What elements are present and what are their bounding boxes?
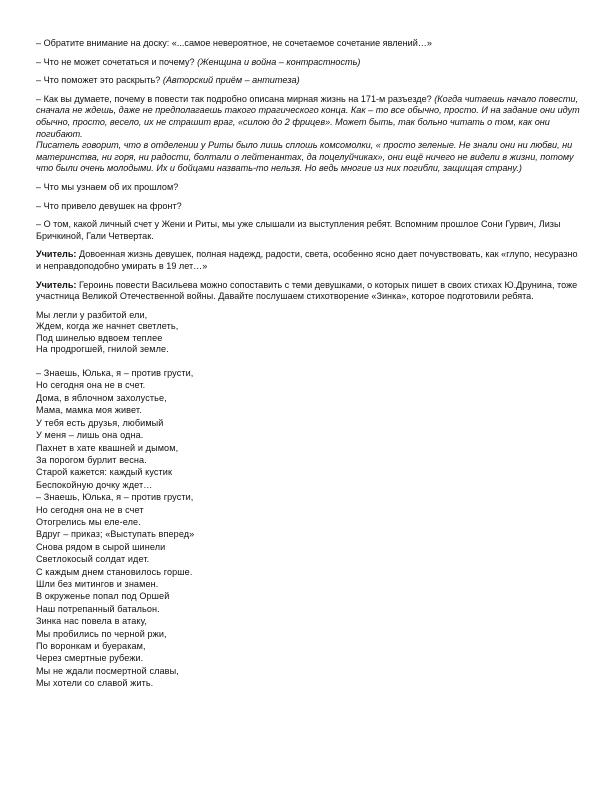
teacher-remark-drunina bbox=[36, 280, 584, 303]
poem-line: Мы легли у разбитой ели, bbox=[36, 309, 148, 320]
poem-line: Старой кажется: каждый кустик bbox=[36, 467, 173, 478]
question-combination bbox=[36, 57, 584, 69]
teacher-label: Учитель: bbox=[36, 279, 77, 290]
question-text: – Как вы думаете, почему в повести так подробно описана мирная жизнь на 171-м разъезде? bbox=[36, 93, 435, 104]
poem-line: Мы пробились по черной ржи, bbox=[36, 628, 167, 639]
question-past: – Что мы узнаем об их прошлом? bbox=[36, 181, 179, 192]
poem-line: Светлокосый солдат идет. bbox=[36, 554, 150, 565]
poem-line: У тебя есть друзья, любимый bbox=[36, 417, 164, 428]
poem-stanza-2 bbox=[36, 367, 584, 690]
question-text: – Что не может сочетаться и почему? bbox=[36, 56, 198, 67]
poem-stanza-1 bbox=[36, 310, 584, 356]
answer-continuation bbox=[36, 140, 584, 175]
question-text: – Что поможет это раскрыть? bbox=[36, 75, 163, 86]
poem-line: Беспокойную дочку ждет… bbox=[36, 479, 153, 490]
poem-line: На продрогшей, гнилой земле. bbox=[36, 344, 169, 355]
poem-line: Отогрелись мы еле-еле. bbox=[36, 516, 141, 527]
poem-line: Мы не ждали посмертной славы, bbox=[36, 665, 179, 676]
poem-line: С каждым днем становилось горше. bbox=[36, 566, 193, 577]
teacher-text: Героинь повести Васильева можно сопоставить с теми девушками, о которых пишет в своих стихах Ю.Друнина, тоже участница Великой Отечественной войны. Давайте послушаем стихотворение «Зинка», которое подготовили ребята. bbox=[36, 279, 578, 302]
teacher-text: Довоенная жизнь девушек, полная надежд, радости, света, особенно ясно дает почувствовать, как «глупо, несуразно и неправдоподобно умирать в 19 лет…» bbox=[36, 249, 578, 271]
teacher-label: Учитель: bbox=[36, 249, 77, 260]
answer-italic: (Женщина и война – контрастность) bbox=[197, 56, 361, 67]
answer-italic: (Авторский приём – антитеза) bbox=[162, 75, 300, 86]
poem-line: Дома, в яблочном захолустье, bbox=[36, 392, 167, 403]
poem-line: Через смертные рубежи. bbox=[36, 653, 144, 664]
poem-line: Под шинелью вдвоем теплее bbox=[36, 332, 163, 343]
poem-line: Зинка нас повела в атаку, bbox=[36, 616, 147, 627]
poem-line: Мама, мамка моя живет. bbox=[36, 405, 142, 416]
poem-zinka bbox=[36, 310, 584, 690]
poem-line: Мы хотели со славой жить. bbox=[36, 678, 154, 689]
poem-line: Ждем, когда же начнет светлеть, bbox=[36, 321, 179, 332]
poem-line: По воронкам и буеракам, bbox=[36, 641, 146, 651]
poem-line: Шли без митингов и знамен. bbox=[36, 578, 159, 589]
poem-line: – Знаешь, Юлька, я – против грусти, bbox=[36, 492, 194, 503]
question-reveal bbox=[36, 75, 584, 87]
poem-line: У меня – лишь она одна. bbox=[36, 430, 144, 441]
poem-line: В окруженье попал под Оршей bbox=[36, 591, 170, 602]
teacher-remark-prewar bbox=[36, 249, 584, 272]
poem-line: Наш потрепанный батальон. bbox=[36, 603, 160, 614]
answer-italic: Писатель говорит, что в отделении у Риты было лишь сплошь комсомолки, « просто зеленые. Не знали они ни любви, ни материнства, ни горя, ни радости, болтали о лейтенантах, да поцелуйчиках», они ещё ничего не видели в жизни, потому что были очень молодыми. Их и бойцами назвать-то нельзя. Но ведь многие из них погибли, защищая страну.) bbox=[36, 140, 574, 174]
question-board-quote: – Обратите внимание на доску: «...самое невероятное, не сочетаемое сочетание явлений…» bbox=[36, 38, 432, 48]
question-personal-account: – О том, какой личный счет у Жени и Риты, мы уже слышали из выступления ребят. Вспомним прошлое Сони Гурвич, Лизы Бричкиной, Гали Четвертак. bbox=[36, 219, 561, 241]
document-page bbox=[36, 38, 584, 690]
poem-line: Пахнет в хате квашней и дымом, bbox=[36, 442, 179, 453]
question-front: – Что привело девушек на фронт? bbox=[36, 200, 182, 211]
question-peaceful-life bbox=[36, 94, 584, 140]
poem-line: За порогом бурлит весна. bbox=[36, 454, 147, 465]
poem-line: Но сегодня она не в счет. bbox=[36, 380, 146, 391]
poem-line: Снова рядом в сырой шинели bbox=[36, 541, 166, 552]
poem-line: Вдруг – приказ; «Выступать вперед» bbox=[36, 529, 195, 540]
poem-line: Но сегодня она не в счет bbox=[36, 504, 144, 515]
poem-line: – Знаешь, Юлька, я – против грусти, bbox=[36, 368, 194, 379]
answer-italic: (Когда читаешь начало повести, сначала не ждешь, даже не предполагаешь такого трагического конца. Как – то все обычно, просто. И на задание они идут обычно, просто, весело, их не страшит враг, «силою до 2 фрицев». Может быть, так больно читать о том, как они погибают. bbox=[36, 93, 580, 139]
